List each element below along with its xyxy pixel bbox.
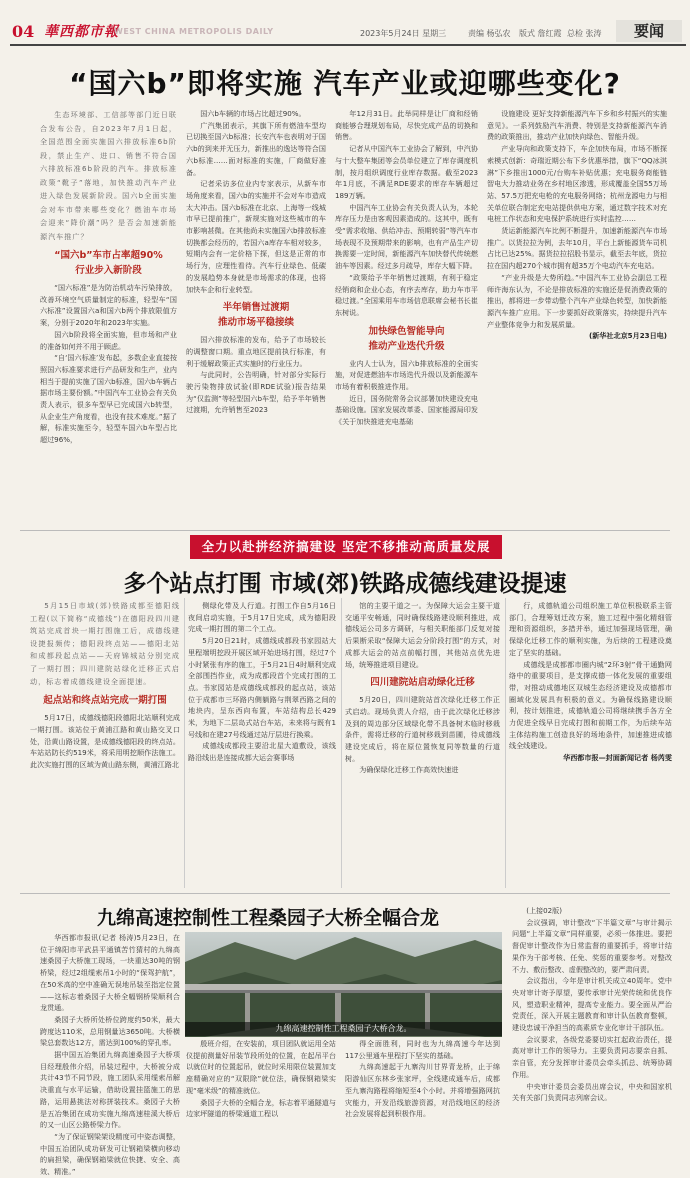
proofreader: 总检 张涛 bbox=[567, 29, 602, 38]
article-1-paragraph: 国六排放标准的发布，给予了市场较长的调整窗口期。重点地区提前执行标准，有利于缓解政策正式实施时的行业压力。 bbox=[186, 335, 326, 368]
article-1-subhead-3: 加快绿色智能导向 推动产业迭代升级 bbox=[368, 325, 445, 352]
column-rule bbox=[505, 598, 506, 888]
article-2-paragraph: 行，成德轨道公司组织施工单位积极联系主管部门，合理筹划迁改方案，施工过程中强化精细管理和资源组织，多措并举，通过加强现场管理，确保绿化迁移工作的顺利实施，为后续的工程建设奠定了坚实的基础。 bbox=[509, 601, 672, 657]
article-2-lead: 5月15日市域(郊)铁路成都至德阳线工程(以下简称“成德线”)在德阳段四川建筑站完成首块一期打围施工后，成德线建设捷报频传；德阳段终点站——德阳北站和成都段起点站——天府锦城站分别完成了一期打围；四川建院站绿化迁移正式启动，标志着成德线建设全面提速。 bbox=[30, 601, 180, 686]
article-3-paragraph: 据中国五冶集团九绵高速桑园子大桥项目经理殷伟介绍，吊装过程中，大桥被分成共计43节不同节段，施工团队采用缆索吊解决重直与水平运输，借助设置挂篮施工的思路，运用悬挑法对称拼装技术。桑园子大桥是五冶集团在成功实施九绵高速桂溪大桥后的又一山区公路桥梁力作。 bbox=[40, 1050, 180, 1130]
slogan-banner: 全力以赴拼经济搞建设 坚定不移推动高质量发展 bbox=[190, 535, 502, 559]
article-3-paragraph: “为了保证钢梁架设精度可中姿态调整，中国五冶团队成功研发可让钢箱梁横向移动的扁担梁，确保钢箱梁就位快捷、安全、高效、精准。” bbox=[40, 1131, 180, 1177]
article-2-paragraph: 5月17日，成德线德阳段德阳北站顺利完成一期打围。该站位于黄浦江路和黄山路交叉口处，沿黄山路设置，是成德线德阳段的终点站。车站站防长约519米，将采用明挖顺作法施工。此次实施打围的区域为黄山路东侧，黄浦江路北 bbox=[30, 713, 180, 769]
continued-marker: (上接02版) bbox=[526, 906, 563, 915]
article-4-paragraph: 会议指出，今年是审计机关成立40周年。党中央对审计寄予厚望，要传承审计光荣传统和优良作风，塑造职业精神，提高专业能力。要全面从严治党责任，深入开展主题教育和审计队伍教育整顿，建设忠诚干净担当的高素质专业化审计干部队伍。 bbox=[512, 976, 672, 1033]
article-1-paragraph: 产业导向和政策支持下，车企加快布局，市场不断探索模式创新：奇瑞近期公布下乡优惠举措，旗下“QQ冰淇淋”下乡推出1000元/台购车补贴优惠；充电服务商能链智电大力推动业务在乡村地区渗透，形成覆盖全国55万场站、57.5万把充电枪的充电服务网络；杭州龙源电力与相关单位联合制定充电站提供供电方案，通过数字技术对充电桩工作状态和充电保护系统进行实时监控…… bbox=[487, 144, 667, 224]
article-1-paragraph: “政策给予半年销售过渡期，有利于稳定经销商和企业心态，有序去库存，助力车市平稳过渡。”全国乘用车市场信息联席会秘书长崔东树说。 bbox=[335, 272, 478, 317]
article-2-column-4 bbox=[509, 600, 672, 890]
article-2-signature: 华西都市报—封面新闻记者 杨芮雯 bbox=[563, 753, 672, 763]
article-4-paragraph: 会议强调，审计整改“下半篇文章”与审计揭示问题“上半篇文章”同样重要，必须一体推进。要把督促审计整改作为日常监督的重要抓手，将审计结果作为干部考核、任免、奖惩的重要参考。对整改不力、敷衍整改、虚假整改的，要严肃问责。 bbox=[512, 917, 672, 974]
article-3-paragraph: 桑园子大桥所处桥位跨度约50米，最大跨度达110米，总用钢量达3650吨。大桥横梁总套数达12方，需达到100%的穿孔率。 bbox=[40, 1014, 180, 1048]
article-3-column-3 bbox=[345, 1038, 500, 1119]
article-3-paragraph: 华西都市报讯(记者 杨涛)5月23日，在位于绵阳市平武县平通镇苦竹猜村的九绵高速桑园子大桥施工现场，一块重达30吨的钢桥梁，经过2组缆索吊1小时的“保驾护航”，在50米高的空中准确无误地吊装至指定位置——这标志着桑园子大桥全幅钢桥梁顺利合龙贯通。 bbox=[40, 933, 180, 1013]
article-1-paragraph: 年12月31日。此举同样是让厂商和经销商能够合理规划布局，尽快完成产品的切换和销售。 bbox=[335, 109, 478, 142]
article-3-paragraph: 九绵高速起于九寨沟川甘界青龙桥，止于绵阳游仙区东林乡张家坪，全线建成通车后，成都至九寨沟路程将缩短至4个小时。并将增强路网抗灾能力，开发沿线旅游资源，对沿线地区的经济社会发展将起到积极作用。 bbox=[345, 1062, 500, 1119]
section-label: 要闻 bbox=[616, 20, 682, 42]
page-header bbox=[0, 0, 690, 44]
section-divider bbox=[20, 530, 670, 531]
article-1-paragraph: 与此同时，公告明确，针对部分实际行驶污染物排放试验(即RDE试验)报告结果为“仅监测”等轻型国六b车型，给予半年销售过渡期，允许销售至2023 bbox=[186, 370, 326, 415]
newspaper-logo: 華西都市報 bbox=[44, 24, 119, 40]
article-1-column-3 bbox=[335, 108, 478, 520]
article-1-column-2 bbox=[186, 108, 326, 520]
article-1-paragraph: “产业升级是大势所趋。”中国汽车工业协会副总工程师许海东认为，不论是排放标准的实施还是促消费政策的推出，都将进一步带动整个汽车产业绿色转型，加快新能源汽车推广应用。下一步要抓好政策落实，持续提升汽车产业整体竞争力和发展质量。 bbox=[487, 272, 667, 329]
article-1-paragraph: 近日，国务院常务会议部署加快建设充电基础设施。国家发展改革委、国家能源局印发《关于加快推进充电基础 bbox=[335, 393, 478, 427]
article-1-subhead-1: “国六b”车市占率超90% 行业步入新阶段 bbox=[54, 250, 163, 276]
article-1-paragraph: 记者采访多位业内专家表示，从新车市场角度来看，国六b的实施并不会对车市造成太大冲击。国六b标准在北京、上海等一线城市早已提前推广，新规实施对这些城市的车市影响甚微。在其他尚未实施国六b排放标准切换都会经历的，若国六a库存车相对较多，短期内会有一定价格下探，但这是正常的市场行为，应理性看待。汽车行业绿色、低碳的发展趋势本身就是市场需求的体现，也将加快车企和行业转型。 bbox=[186, 179, 326, 294]
column-rule bbox=[184, 598, 185, 888]
article-4-paragraph: 会议要求，各级党委要切实扛起政治责任，提高对审计工作的领导力。主要负责同志要亲自抓、亲自管，充分发挥审计委员会牵头抓总、统筹协调作用。 bbox=[512, 1034, 672, 1079]
article-1-paragraph: “国六标准”是为防治机动车污染排放，改善环境空气质量制定的标准，轻型车“国六标准”设置国六a和国六b两个排放限值方案，分别于2020年和2023年实施。 bbox=[40, 283, 177, 328]
article-4-column bbox=[512, 905, 672, 1103]
article-2-paragraph: 5月20日，四川建院站首次绿化迁移工作正式启动。现场负责人介绍，由于此次绿化迁移涉及到的周边部分区域绿化带不具备树木临时移栽条件，需将迁移的行道树移栽到苗圃，待成德线建设完成后，将在原位置恢复同等数量的行道树。 bbox=[345, 695, 500, 763]
article-1-signature: (新华社北京5月23日电) bbox=[588, 331, 667, 341]
article-1-paragraph: 货运新能源汽车比例不断提升，加速新能源汽车市场推广。以货拉拉为例，去年10月，平台上新能源货车司机占比已达25%。据货拉拉招股书显示，截至去年底，货拉拉在国内超270个城市拥有超35万个电动汽车充电站。 bbox=[487, 226, 667, 271]
article-1-lead: 生态环境部、工信部等部门近日联合发布公告，自2023年7月1日起，全国范围全面实施国六排放标准6b阶段，禁止生产、进口、销售不符合国六排放标准6b阶段的汽车。排放标准政策“靴子”落地，加快推动汽车产业进入绿色发展新阶段。国六b全面实施会对车市带来哪些变化？燃油车市场会迎来“降价潮”吗？是否会加速新能源汽车推广？ bbox=[40, 110, 177, 241]
article-3-title: 九绵高速控制性工程桑园子大桥全幅合龙 bbox=[97, 907, 440, 929]
page-number: 04 bbox=[12, 22, 35, 41]
article-3-paragraph: 得全面胜利，同时也为九绵高速今年达到117公里通车里程打下坚实的基础。 bbox=[345, 1039, 500, 1060]
article-3-paragraph: 殷班介绍，在安装前，项目团队就运用全站仪提前测量好吊装节段所处的位置，在起吊平台以就位时的位置起吊，就位时采用限位装置加支座精确对应的“双限除”就位法，确保钢箱梁实现“毫米级”的精准就位。 bbox=[186, 1039, 336, 1095]
article-3-column-2 bbox=[186, 1038, 336, 1119]
header-rule bbox=[10, 44, 686, 46]
article-1-paragraph: 国六b车辆的市场占比超过90%。 bbox=[200, 109, 306, 118]
article-2-column-3 bbox=[345, 600, 500, 890]
article-2-subhead-2: 四川建院站启动绿化迁移 bbox=[370, 677, 475, 689]
column-rule bbox=[341, 598, 342, 888]
layout-editor: 版式 詹红霞 bbox=[519, 29, 562, 38]
article-2-paragraph: 为确保绿化迁移工作高效快速进 bbox=[359, 765, 459, 775]
article-2-paragraph: 5月20日21时，成德线成都段书家园站大里程端明挖段开展区域开始进场打围，经过7个小时紧张有序的施工，于5月21日4时顺利完成全部围挡作业，成为成都段首个完成打围的工点。书家园站是成德线成都段的起点站，该站位于成都市三环路内侧躺路与荆翠西路之间的地块内，呈东西向布置，车站结构总长429米，为地下二层岛式站台车站，未来将与既有1号线和在建27号线通过站厅层进行换乘。 bbox=[188, 636, 336, 739]
article-3-column-1 bbox=[40, 932, 180, 1177]
article-1-paragraph: 业内人士认为，国六b排放标准的全面实施，对促进燃油车市场迭代升级以及新能源车市场有着积极推进作用。 bbox=[335, 358, 478, 392]
article-1-paragraph: 国六b阶段将全面实施，但市场和产业的准备如何并不用于顾虑。 bbox=[40, 329, 177, 351]
article-1-title: “国六b”即将实施 汽车产业或迎哪些变化? bbox=[69, 67, 621, 100]
article-1-paragraph: “自‘国六标准’发布起，多数企业直接按照国六标准要求进行产品研发和生产，业内相当于提前实施了国六b标准，国六b车辆占据市场主要份额。”中国汽车工业协会有关负责人表示，很多车型早已完成国六b转型，从企业生产角度看，也没有技术难度。”据了解，标准实施至今，轻型车国六b车型占比超过96%， bbox=[40, 353, 177, 445]
article-2-paragraph: 侧绿化带及人行道。打围工作自5月16日夜间启动实施，于5月17日完成，成为德阳段完成一期打围的第二个工点。 bbox=[188, 601, 336, 634]
photo-caption: 九绵高速控制性工程桑园子大桥合龙。 bbox=[185, 1022, 502, 1036]
section-divider bbox=[20, 893, 670, 894]
article-4-paragraph: 中央审计委员会委员出席会议，中央和国家机关有关部门负责同志列席会议。 bbox=[512, 1081, 672, 1103]
article-2-column-2 bbox=[188, 600, 336, 890]
article-2-column-1 bbox=[30, 600, 180, 890]
article-2-subhead-1: 起点站和终点站完成一期打围 bbox=[43, 695, 167, 707]
article-1-paragraph: 设施建设 更好支持新能源汽车下乡和乡村振兴的实施意见》。一系列鼓励汽车消费、特别是支持新能源汽车消费的政策推出，推动产业加快向绿色、智能升级。 bbox=[487, 109, 667, 142]
article-1-paragraph: 广汽集团表示，其旗下所有燃油车型均已切换至国六b标准；长安汽车也表明对于国六b的到来并无压力，新推出的逸达等符合国六b标准……面对标准的实施，厂商做好准备。 bbox=[186, 120, 326, 177]
chief-editor: 责编 杨弘农 bbox=[468, 29, 511, 38]
article-2-paragraph: 成德线是成都都市圈内城“2环3射”骨干通勤网络中的重要项目，是支撑成德一体化发展的重要组带，对推动成德地区双城生态经济建设及成德都市圈域化发展具有积极的意义。为确保线路建设顺利，按计划推进，成德轨道公司将继续携手各方全力促进全线早日完成打围和前期工作，为后续车站主体结构施工创造良好的场地条件，加速推进成德线全线建设。 bbox=[509, 659, 672, 751]
issue-date: 2023年5月24日 星期三 bbox=[360, 29, 447, 38]
article-1-column-1 bbox=[40, 108, 177, 520]
article-2-paragraph: 成德线成都段主要沿北星大道敷设，该线路沿线出是连接成都大运会赛事场 bbox=[188, 741, 336, 763]
article-3-paragraph: 桑园子大桥的全幅合龙，标志着平通隧道与边家坪隧道的桥梁通道工程以 bbox=[186, 1097, 336, 1119]
newspaper-logo-en: WEST CHINA METROPOLIS DAILY bbox=[114, 27, 274, 36]
article-1-subhead-2: 半年销售过渡期 推动市场平稳接续 bbox=[217, 302, 294, 329]
article-2-title: 多个站点打围 市域(郊)铁路成德线建设提速 bbox=[123, 571, 567, 597]
article-2-paragraph: 馆的主要干道之一。为保障大运会主要干道交通平安畅通，同时确保线路建设顺利推进，成德线运公司多方调研，与相关职能部门反复对接后果断采取“保障大运会分阶段打围”的方式，对成都大运会的站点前幅打围，其他站点优先进场，统筹推进项目建设。 bbox=[345, 601, 500, 669]
article-1-paragraph: 记者从中国汽车工业协会了解到，中汽协与十大整车集团等会员单位建立了库存调度机制，按月组织调度行业库存数据。截至2023年1月底，不满足RDE要求的库存车辆超过189万辆。 bbox=[335, 144, 478, 200]
article-1-paragraph: 中国汽车工业协会有关负责人认为，本轮库存压力是由客观因素造成的。这其中，既有受“需求收缩、供给冲击、预期转弱”等汽车市场表现不及预期带来的影响，也有产品生产切换需要一定时间，新能源汽车加快替代传统燃油车等因素。经过多月疏导，库存大幅下降。 bbox=[335, 202, 478, 271]
article-1-column-4 bbox=[487, 108, 667, 528]
